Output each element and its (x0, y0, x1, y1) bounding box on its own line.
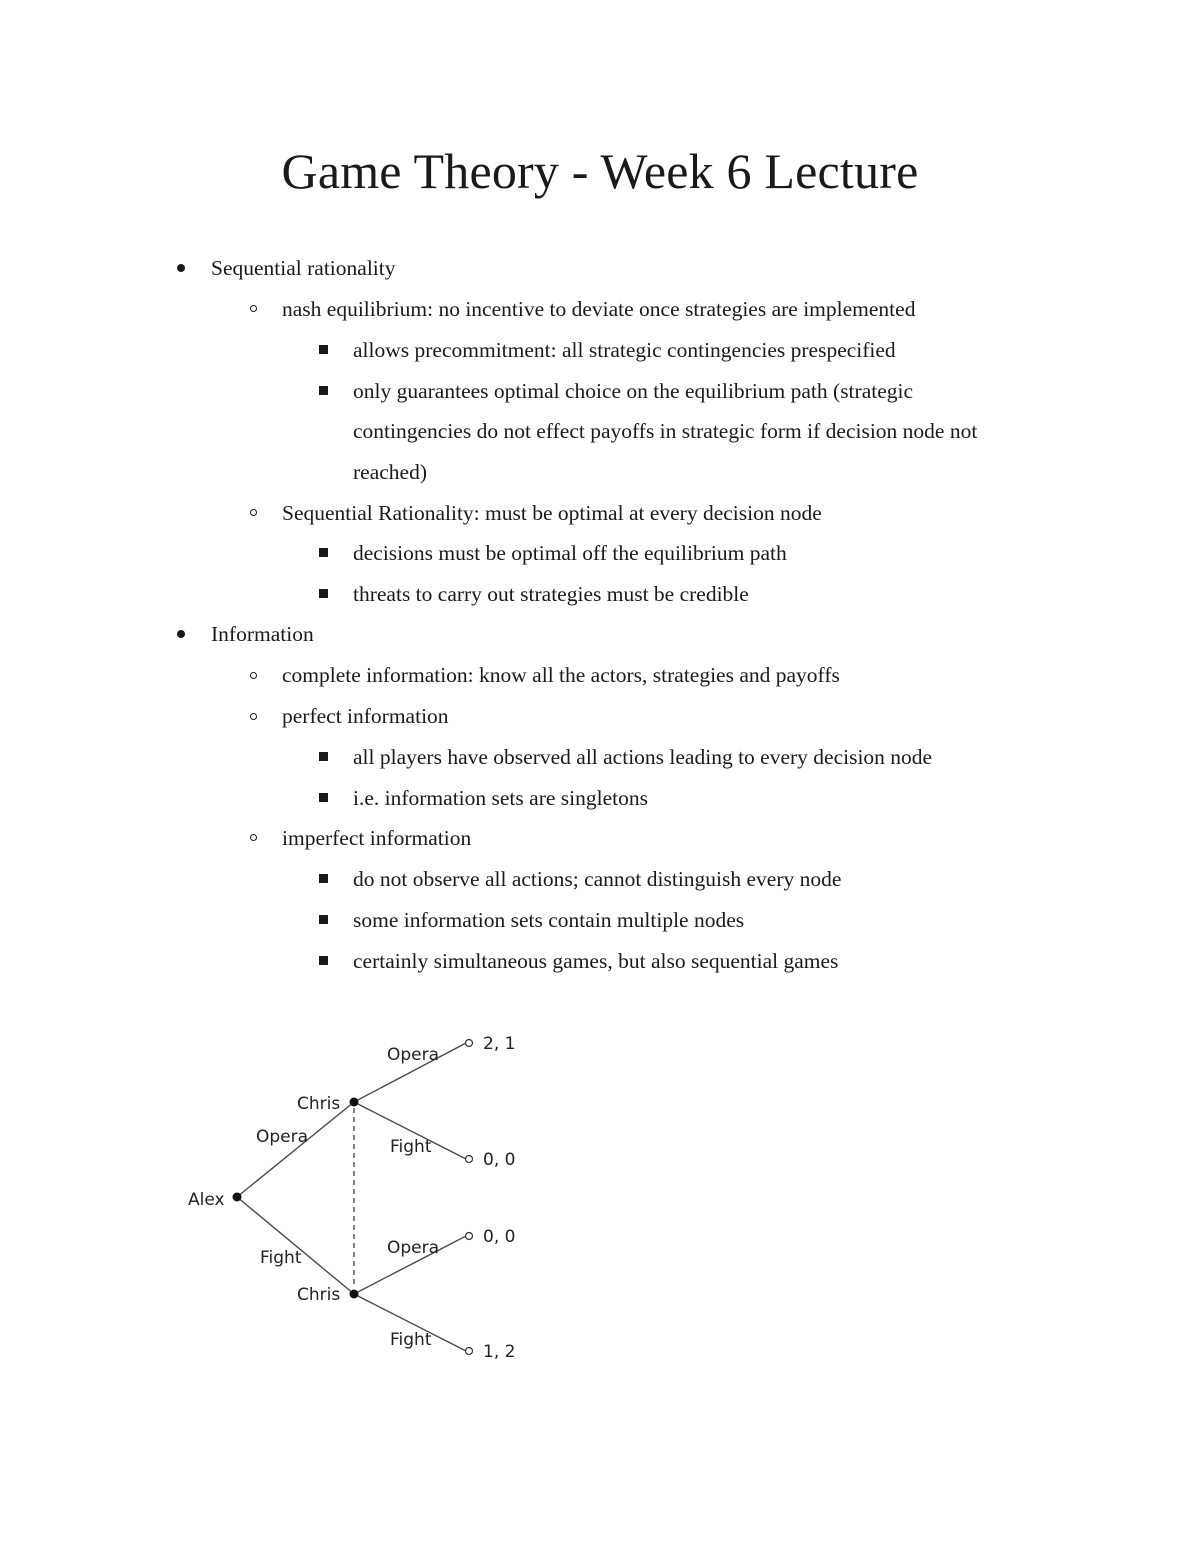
edge-alex-opera (237, 1102, 354, 1197)
node-chris-bottom (350, 1290, 359, 1299)
action-label-chris-bottom-opera: Opera (387, 1238, 440, 1258)
action-label-chris-top-fight: Fight (390, 1137, 432, 1157)
list-item: only guarantees optimal choice on the equilibrium path (strategic (353, 379, 914, 403)
list-item-continuation: contingencies do not effect payoffs in strategic form if decision node not (353, 419, 978, 443)
player-label-alex: Alex (188, 1190, 225, 1210)
list-item: Information (211, 622, 314, 646)
edge-alex-fight (237, 1197, 354, 1294)
page-title: Game Theory - Week 6 Lecture (281, 143, 919, 199)
list-item: Sequential rationality (211, 256, 396, 280)
node-alex (233, 1193, 242, 1202)
payoff-label: 0, 0 (483, 1227, 516, 1247)
terminal-node (466, 1156, 473, 1163)
action-label-chris-top-opera: Opera (387, 1045, 440, 1065)
list-item: all players have observed all actions leading to every decision node (353, 745, 933, 769)
terminal-node (466, 1040, 473, 1047)
list-item: decisions must be optimal off the equilibrium path (353, 541, 787, 565)
list-item: do not observe all actions; cannot distinguish every node (353, 867, 842, 891)
list-item: perfect information (282, 704, 449, 728)
player-label-chris-top: Chris (297, 1094, 341, 1114)
action-label-alex-fight: Fight (260, 1248, 302, 1268)
list-item: threats to carry out strategies must be credible (353, 582, 749, 606)
node-chris-top (350, 1098, 359, 1107)
list-item: certainly simultaneous games, but also sequential games (353, 949, 839, 973)
payoff-label: 0, 0 (483, 1150, 516, 1170)
list-item: imperfect information (282, 826, 472, 850)
payoff-label: 2, 1 (483, 1034, 516, 1054)
list-item: allows precommitment: all strategic contingencies prespecified (353, 338, 896, 362)
terminal-node (466, 1233, 473, 1240)
action-label-chris-bottom-fight: Fight (390, 1330, 432, 1350)
list-item: Sequential Rationality: must be optimal at every decision node (282, 501, 822, 525)
list-item-continuation: reached) (353, 460, 427, 484)
action-label-alex-opera: Opera (256, 1127, 309, 1147)
payoff-label: 1, 2 (483, 1342, 516, 1362)
list-item: i.e. information sets are singletons (353, 786, 648, 810)
terminal-node (466, 1348, 473, 1355)
list-item: nash equilibrium: no incentive to deviate once strategies are implemented (282, 297, 916, 321)
list-item: complete information: know all the actors, strategies and payoffs (282, 663, 840, 687)
player-label-chris-bottom: Chris (297, 1285, 341, 1305)
list-item: some information sets contain multiple nodes (353, 908, 745, 932)
